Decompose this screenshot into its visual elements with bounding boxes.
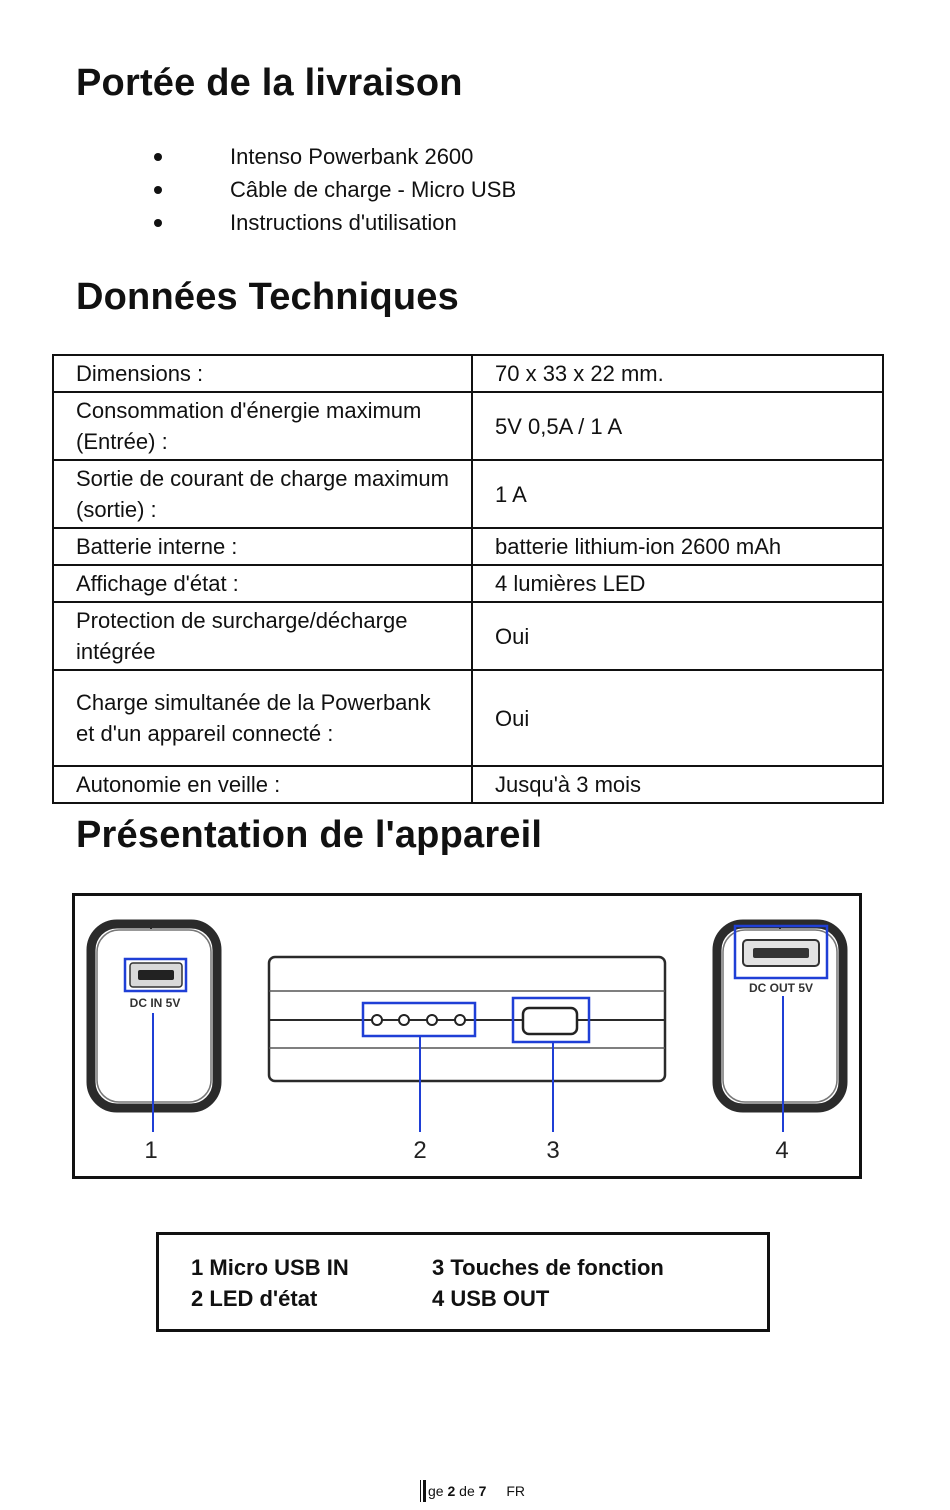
table-row	[53, 602, 883, 670]
legend-text: LED d'état	[209, 1286, 318, 1311]
callout-lines	[153, 996, 783, 1132]
page-prefix: ge	[428, 1483, 444, 1499]
legend-item	[432, 1253, 664, 1283]
legend-text: USB OUT	[450, 1286, 550, 1311]
spec-value: 1 A	[472, 460, 883, 528]
legend-text: Touches de fonction	[450, 1255, 664, 1280]
function-button	[513, 998, 589, 1042]
legend-num: 2	[191, 1286, 204, 1311]
spec-table	[52, 354, 884, 804]
list-item	[150, 206, 516, 239]
port-out-label: DC OUT 5V	[748, 981, 814, 995]
spec-value: 70 x 33 x 22 mm.	[472, 355, 883, 392]
bullet-icon	[154, 153, 162, 161]
bullet-icon	[154, 219, 162, 227]
side-view	[269, 957, 665, 1081]
legend-text: Micro USB IN	[209, 1255, 349, 1280]
bullet-icon	[154, 186, 162, 194]
device-diagram	[72, 893, 862, 1179]
spec-label: Autonomie en veille :	[53, 766, 472, 803]
spec-value: Jusqu'à 3 mois	[472, 766, 883, 803]
spec-value: Oui	[472, 670, 883, 766]
callout-2: 2	[413, 1137, 427, 1164]
scope-item-label: Instructions d'utilisation	[230, 210, 457, 235]
table-row	[53, 355, 883, 392]
spec-value: Oui	[472, 602, 883, 670]
port-in-label: DC IN 5V	[129, 996, 181, 1010]
table-row	[53, 528, 883, 565]
legend-item	[191, 1253, 349, 1283]
device-legend	[156, 1232, 770, 1332]
footer-bar	[420, 1480, 421, 1502]
legend-num: 1	[191, 1255, 204, 1280]
spec-label: Charge simultanée de la Powerbank et d'un appareil connecté :	[53, 670, 472, 766]
spec-value: 5V 0,5A / 1 A	[472, 392, 883, 460]
device-heading: Présentation de l'appareil	[76, 814, 543, 856]
spec-value: batterie lithium-ion 2600 mAh	[472, 528, 883, 565]
list-item	[150, 140, 516, 173]
table-row	[53, 565, 883, 602]
usb-out-port	[735, 926, 827, 995]
legend-item	[191, 1284, 317, 1314]
language-code: FR	[506, 1483, 525, 1499]
scope-item-label: Intenso Powerbank 2600	[230, 144, 474, 169]
legend-num: 4	[432, 1286, 445, 1311]
page-footer	[420, 1480, 525, 1502]
spec-label: Protection de surcharge/décharge intégrée	[53, 602, 472, 670]
page-sep: de	[459, 1483, 475, 1499]
table-row	[53, 460, 883, 528]
spec-label: Sortie de courant de charge maximum (sortie) :	[53, 460, 472, 528]
scope-heading: Portée de la livraison	[76, 62, 463, 104]
spec-label: Consommation d'énergie maximum (Entrée) :	[53, 392, 472, 460]
legend-item	[432, 1284, 549, 1314]
spec-label: Affichage d'état :	[53, 565, 472, 602]
tech-heading: Données Techniques	[76, 276, 459, 318]
device-diagram-svg	[75, 896, 859, 1176]
footer-bar	[423, 1480, 426, 1502]
scope-item-label: Câble de charge - Micro USB	[230, 177, 517, 202]
list-item	[150, 173, 516, 206]
page-total: 7	[478, 1483, 487, 1499]
table-row	[53, 670, 883, 766]
table-row	[53, 392, 883, 460]
spec-label: Batterie interne :	[53, 528, 472, 565]
callout-3: 3	[546, 1137, 560, 1164]
callout-1: 1	[144, 1137, 158, 1164]
micro-usb-port	[125, 959, 186, 1010]
spec-value: 4 lumières LED	[472, 565, 883, 602]
table-row	[53, 766, 883, 803]
page-current: 2	[447, 1483, 456, 1499]
legend-num: 3	[432, 1255, 445, 1280]
scope-list	[150, 140, 516, 239]
spec-label: Dimensions :	[53, 355, 472, 392]
callout-4: 4	[775, 1137, 789, 1164]
